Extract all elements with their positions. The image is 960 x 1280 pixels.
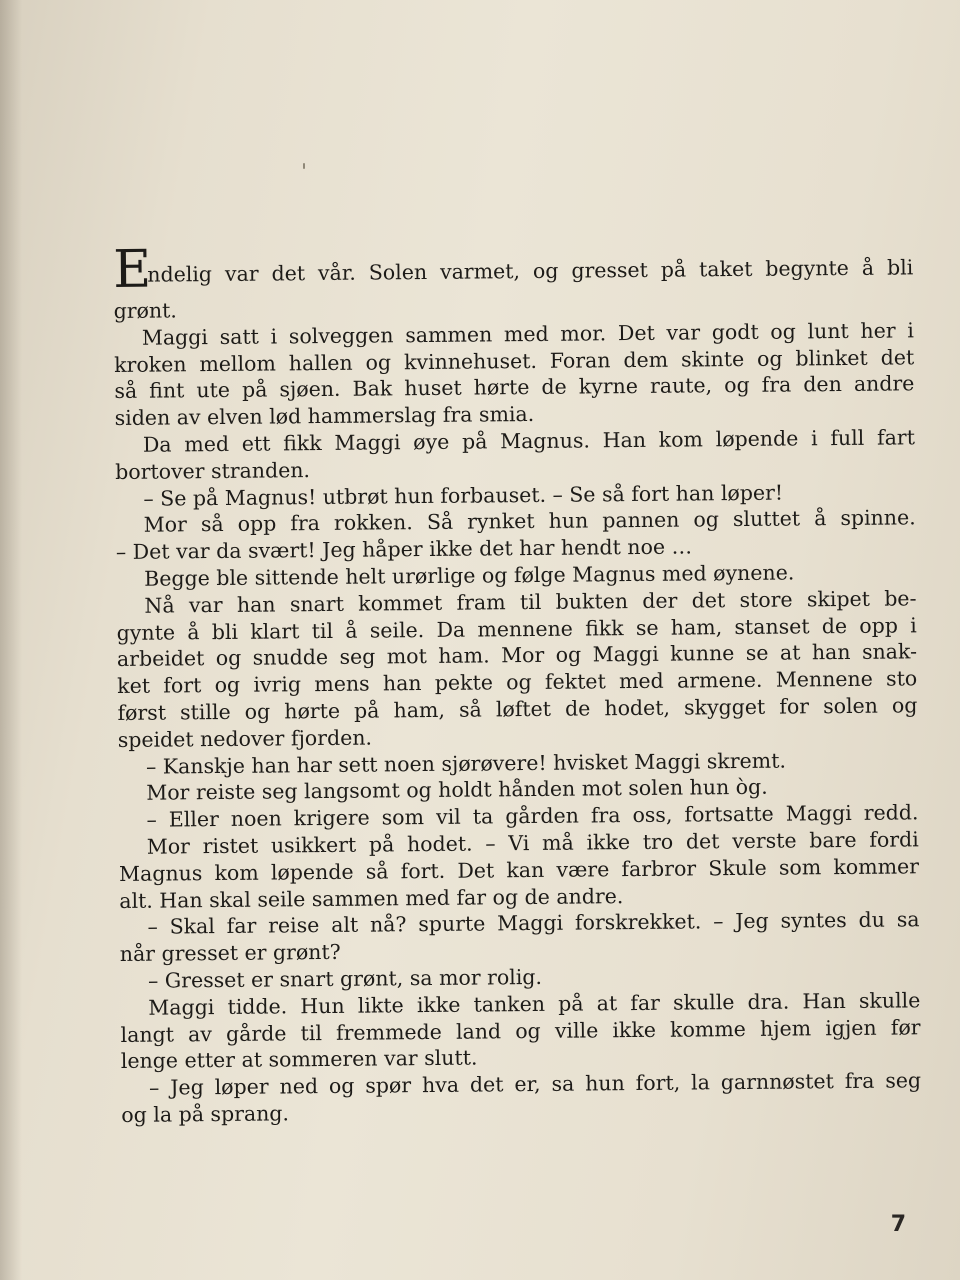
text-line: Begge ble sittende helt urørlige og følge Magnus med øynene. <box>144 560 795 591</box>
text-line: Maggi satt i solveggen sammen med mor. Det var godt og lunt her i <box>141 318 914 350</box>
text-line: Da med ett fikk Maggi øye på Magnus. Han kom løpende i full fart <box>142 425 916 457</box>
text-line: når gresset er grønt? <box>119 939 341 967</box>
text-line: – Skal far reise alt nå? spurte Maggi forskrekket. – Jeg syntes du sa <box>147 907 920 940</box>
story-text <box>113 236 921 1128</box>
text-line: kroken mellom hallen og kvinnehuset. Foran dem skinte og blinket det <box>114 344 915 377</box>
text-line: siden av elven lød hammerslag fra smia. <box>114 402 535 431</box>
text-line: grønt. <box>113 298 177 323</box>
text-line: ket fort og ivrig mens han pekte og fektet med armene. Mennene sto <box>117 666 918 699</box>
text-line: først stille og hørte på ham, så løftet de hodet, skygget for solen og <box>117 693 918 725</box>
drop-cap: E <box>112 239 152 300</box>
text-line: gynte å bli klart til å seile. Da mennene fikk se ham, stanset de opp i <box>116 612 917 645</box>
paper-speck <box>303 163 305 169</box>
page-number: 7 <box>890 1212 906 1237</box>
text-line: – Jeg løper ned og spør hva det er, sa hun fort, la garnnøstet fra seg <box>148 1068 922 1100</box>
text-lines <box>114 290 922 1128</box>
text-line: Maggi tidde. Hun likte ikke tanken på at far skulle dra. Han skulle <box>148 988 921 1020</box>
text-line: langt av gårde til fremmede land og ville ikke komme hjem igjen før <box>120 1014 921 1047</box>
text-line: Mor ristet usikkert på hodet. – Vi må ikke tro det verste bare fordi <box>146 827 919 859</box>
text-line: alt. Han skal seile sammen med far og de andre. <box>119 883 624 913</box>
text-line: så fint ute på sjøen. Bak huset hørte de kyrne raute, og fra den andre <box>114 371 915 404</box>
opening-line <box>113 236 913 298</box>
text-line: arbeidet og snudde seg mot ham. Mor og Maggi kunne se at han snak- <box>116 639 918 672</box>
text-line: – Gresset er snart grønt, sa mor rolig. <box>147 964 543 993</box>
text-line: Nå var han snart kommet fram til bukten der det store skipet be- <box>144 586 917 618</box>
text-line: – Kanskje han har sett noen sjørøvere! hvisket Maggi skremt. <box>145 748 787 779</box>
opening-line-text: ndelig var det vår. Solen varmet, og gresset på taket begynte å bli <box>147 255 914 287</box>
text-line: Mor så opp fra rokken. Så rynket hun pannen og sluttet å spinne. <box>143 505 916 538</box>
text-line: Mor reiste seg langsomt og holdt hånden mot solen hun òg. <box>146 775 768 806</box>
page-gutter-shadow <box>0 0 22 1280</box>
text-line: speidet nedover fjorden. <box>117 725 373 752</box>
text-line: bortover stranden. <box>115 457 311 484</box>
text-line: lenge etter at sommeren var slutt. <box>120 1045 478 1074</box>
text-line: – Eller noen krigere som vil ta gården fra oss, fortsatte Maggi redd. <box>146 800 919 832</box>
text-line: Magnus kom løpende så fort. Det kan være farbror Skule som kommer <box>118 854 920 886</box>
text-line: – Det var da svært! Jeg håper ikke det har hendt noe … <box>115 534 693 565</box>
text-line: – Se på Magnus! utbrøt hun forbauset. – Se så fort han løper! <box>143 480 784 511</box>
text-line: og la på sprang. <box>121 1101 290 1127</box>
